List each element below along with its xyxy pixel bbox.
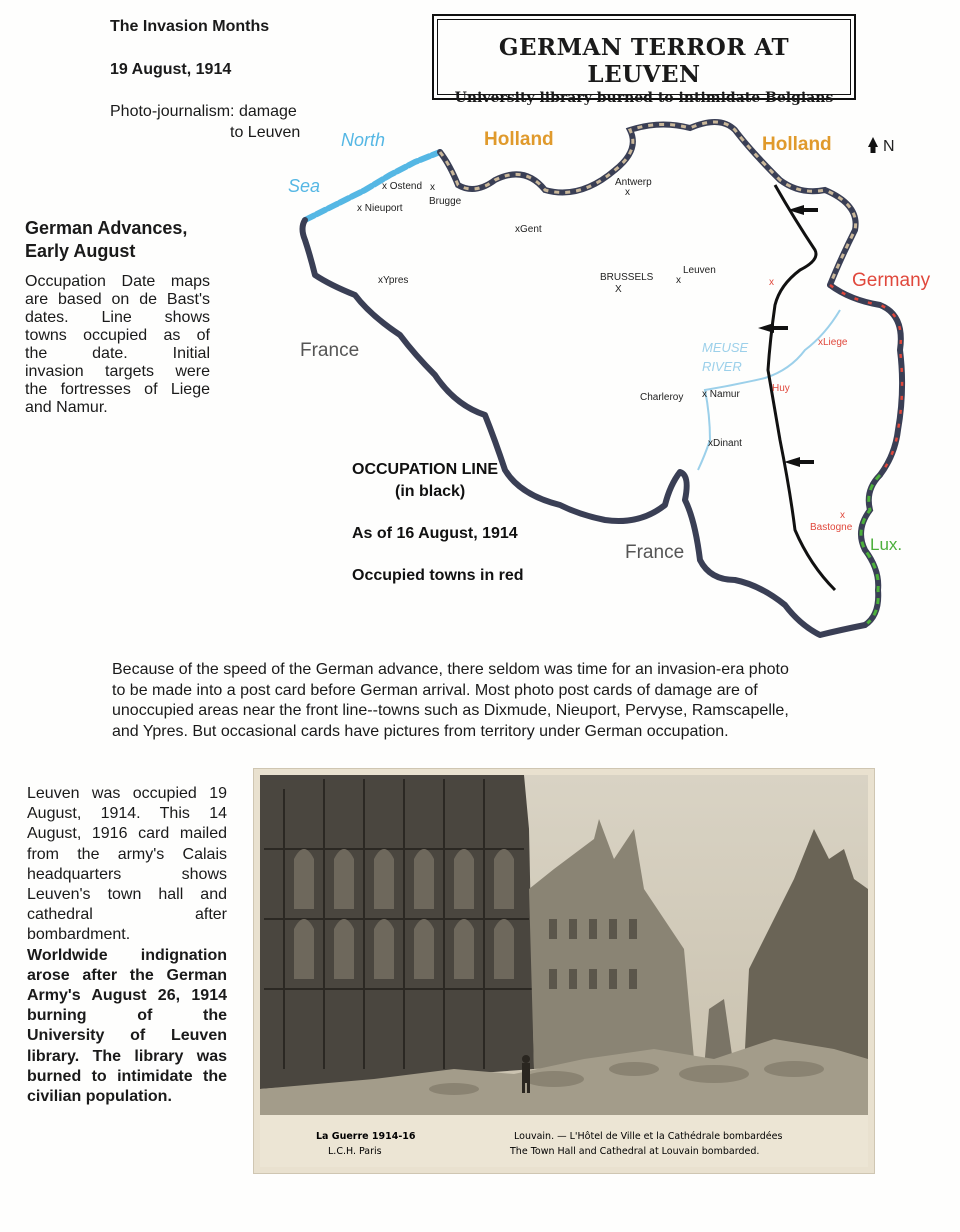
leuven-text — [27, 784, 227, 1107]
leuven-line: Leuven was occupied 19 — [27, 785, 227, 802]
leuven-bold-line: Army's August 26, 1914 — [27, 987, 227, 1005]
leuven-bold-line: burning of the — [27, 1007, 227, 1025]
town-dinant: xDinant — [708, 438, 742, 449]
sidebar-line: Occupation Date maps — [25, 273, 210, 290]
germany-border — [830, 285, 902, 475]
postcard-photo — [253, 768, 875, 1174]
town-marker: x — [625, 187, 630, 198]
leuven-line: cathedral after — [27, 906, 227, 924]
label-france: France — [625, 542, 685, 563]
label-holland: Holland — [762, 134, 832, 155]
label-lux: Lux. — [870, 535, 903, 554]
postcard-image — [254, 769, 874, 1173]
sidebar-line: and Namur. — [25, 399, 108, 416]
leuven-line: from the army's Calais — [27, 845, 227, 863]
sidebar — [25, 217, 210, 417]
town-huy: Huy — [772, 383, 790, 394]
paragraph-line: and Ypres. But occasional cards have pictures from territory under German occupation. — [112, 722, 729, 740]
town-brugge: Brugge — [429, 196, 462, 207]
caption-right: Louvain. — L'Hôtel de Ville et la Cathédrale bombardées — [514, 1131, 783, 1142]
town-leuven: Leuven — [683, 265, 716, 276]
label-holland: Holland — [484, 129, 554, 150]
town-charleroy: Charleroy — [640, 392, 684, 403]
page-subtitle: University library burned to intimidate Belgians — [454, 90, 834, 106]
paragraph-line: Because of the speed of the German advance, there seldom was time for an invasion-era photo — [112, 661, 789, 678]
legend-date: As of 16 August, 1914 — [352, 525, 518, 542]
leuven-bold-line: University of Leuven — [27, 1027, 227, 1045]
label-north: North — [341, 130, 386, 150]
compass-label: N — [883, 138, 895, 155]
sidebar-heading: German Advances, — [25, 218, 188, 238]
caption-left: La Guerre 1914-16 — [316, 1131, 416, 1142]
leuven-bold-text — [27, 946, 227, 1108]
title-box — [432, 14, 856, 106]
sidebar-line: towns occupied as of — [25, 327, 210, 344]
sidebar-line: the fortresses of Liege — [25, 381, 210, 398]
legend-line: (in black) — [395, 483, 466, 500]
town-ostend: x Ostend — [382, 181, 423, 192]
town-gent: xGent — [515, 224, 542, 235]
town-marker: x — [840, 510, 845, 521]
advance-arrow-icon — [784, 457, 814, 467]
leuven-bold-line: library. The library was — [27, 1047, 227, 1065]
advance-arrow-icon — [758, 323, 788, 333]
leuven-line: bombardment. — [27, 926, 131, 944]
page-title: GERMAN TERROR AT LEUVEN — [498, 34, 790, 88]
caption-right: The Town Hall and Cathedral at Louvain bombarded. — [510, 1146, 760, 1157]
town-nieuport: x Nieuport — [357, 203, 403, 214]
town-namur: x Namur — [702, 389, 740, 400]
label-river: RIVER — [702, 359, 742, 374]
town-marker: x — [676, 275, 681, 286]
sidebar-line: dates. Line shows — [25, 309, 210, 326]
town-marker: X — [615, 284, 622, 295]
date-heading: 19 August, 1914 — [110, 61, 232, 78]
sidebar-text — [25, 273, 210, 417]
town-bastogne: Bastogne — [810, 522, 853, 533]
town-liege: xLiege — [818, 337, 848, 348]
legend-line: OCCUPATION LINE — [352, 461, 499, 478]
body-paragraph — [112, 660, 860, 742]
leuven-line: August, 1916 card mailed — [27, 825, 227, 843]
sidebar-line: are based on de Bast's — [25, 291, 210, 308]
compass-icon — [868, 137, 895, 155]
leuven-bold-line: civilian population. — [27, 1088, 172, 1106]
town-antwerp: Antwerp — [615, 177, 652, 188]
town-marker: x — [769, 277, 774, 288]
leuven-plain-text — [27, 784, 227, 946]
label-sea: Sea — [288, 176, 321, 196]
paragraph-line: unoccupied areas near the front line--towns such as Dixmude, Nieuport, Pervyse, Ramscapelle, — [112, 702, 789, 719]
leuven-bold-line: burned to intimidate the — [27, 1067, 227, 1085]
towns — [357, 177, 853, 533]
paragraph-line: to be made into a post card before German arrival. Most photo post cards of damage are of — [112, 681, 758, 699]
subject-line: Photo-journalism: damage — [110, 103, 297, 120]
label-france: France — [300, 340, 360, 361]
leuven-bold-line: arose after the German — [27, 966, 227, 984]
section-heading: The Invasion Months — [110, 18, 270, 35]
subject-heading — [110, 101, 300, 143]
sidebar-line: invasion targets were — [25, 363, 210, 380]
caption-left: L.C.H. Paris — [328, 1146, 382, 1157]
title-inner — [437, 19, 851, 106]
town-brussels: BRUSSELS — [600, 272, 654, 283]
leuven-line: August, 1914. This 14 — [27, 805, 227, 823]
occupation-map — [280, 110, 960, 655]
leuven-line: Leuven's town hall and — [27, 886, 227, 904]
label-meuse: MEUSE — [702, 340, 749, 355]
label-germany: Germany — [852, 270, 931, 291]
map-legend — [352, 461, 524, 584]
town-marker: x — [430, 182, 435, 193]
subject-line: to Leuven — [230, 124, 301, 141]
leuven-line: headquarters shows — [27, 865, 227, 883]
sidebar-heading: Early August — [25, 241, 136, 261]
legend-occupied: Occupied towns in red — [352, 567, 524, 584]
leuven-bold-line: Worldwide indignation — [27, 946, 227, 964]
town-ypres: xYpres — [378, 275, 409, 286]
sidebar-line: the date. Initial — [25, 345, 210, 362]
